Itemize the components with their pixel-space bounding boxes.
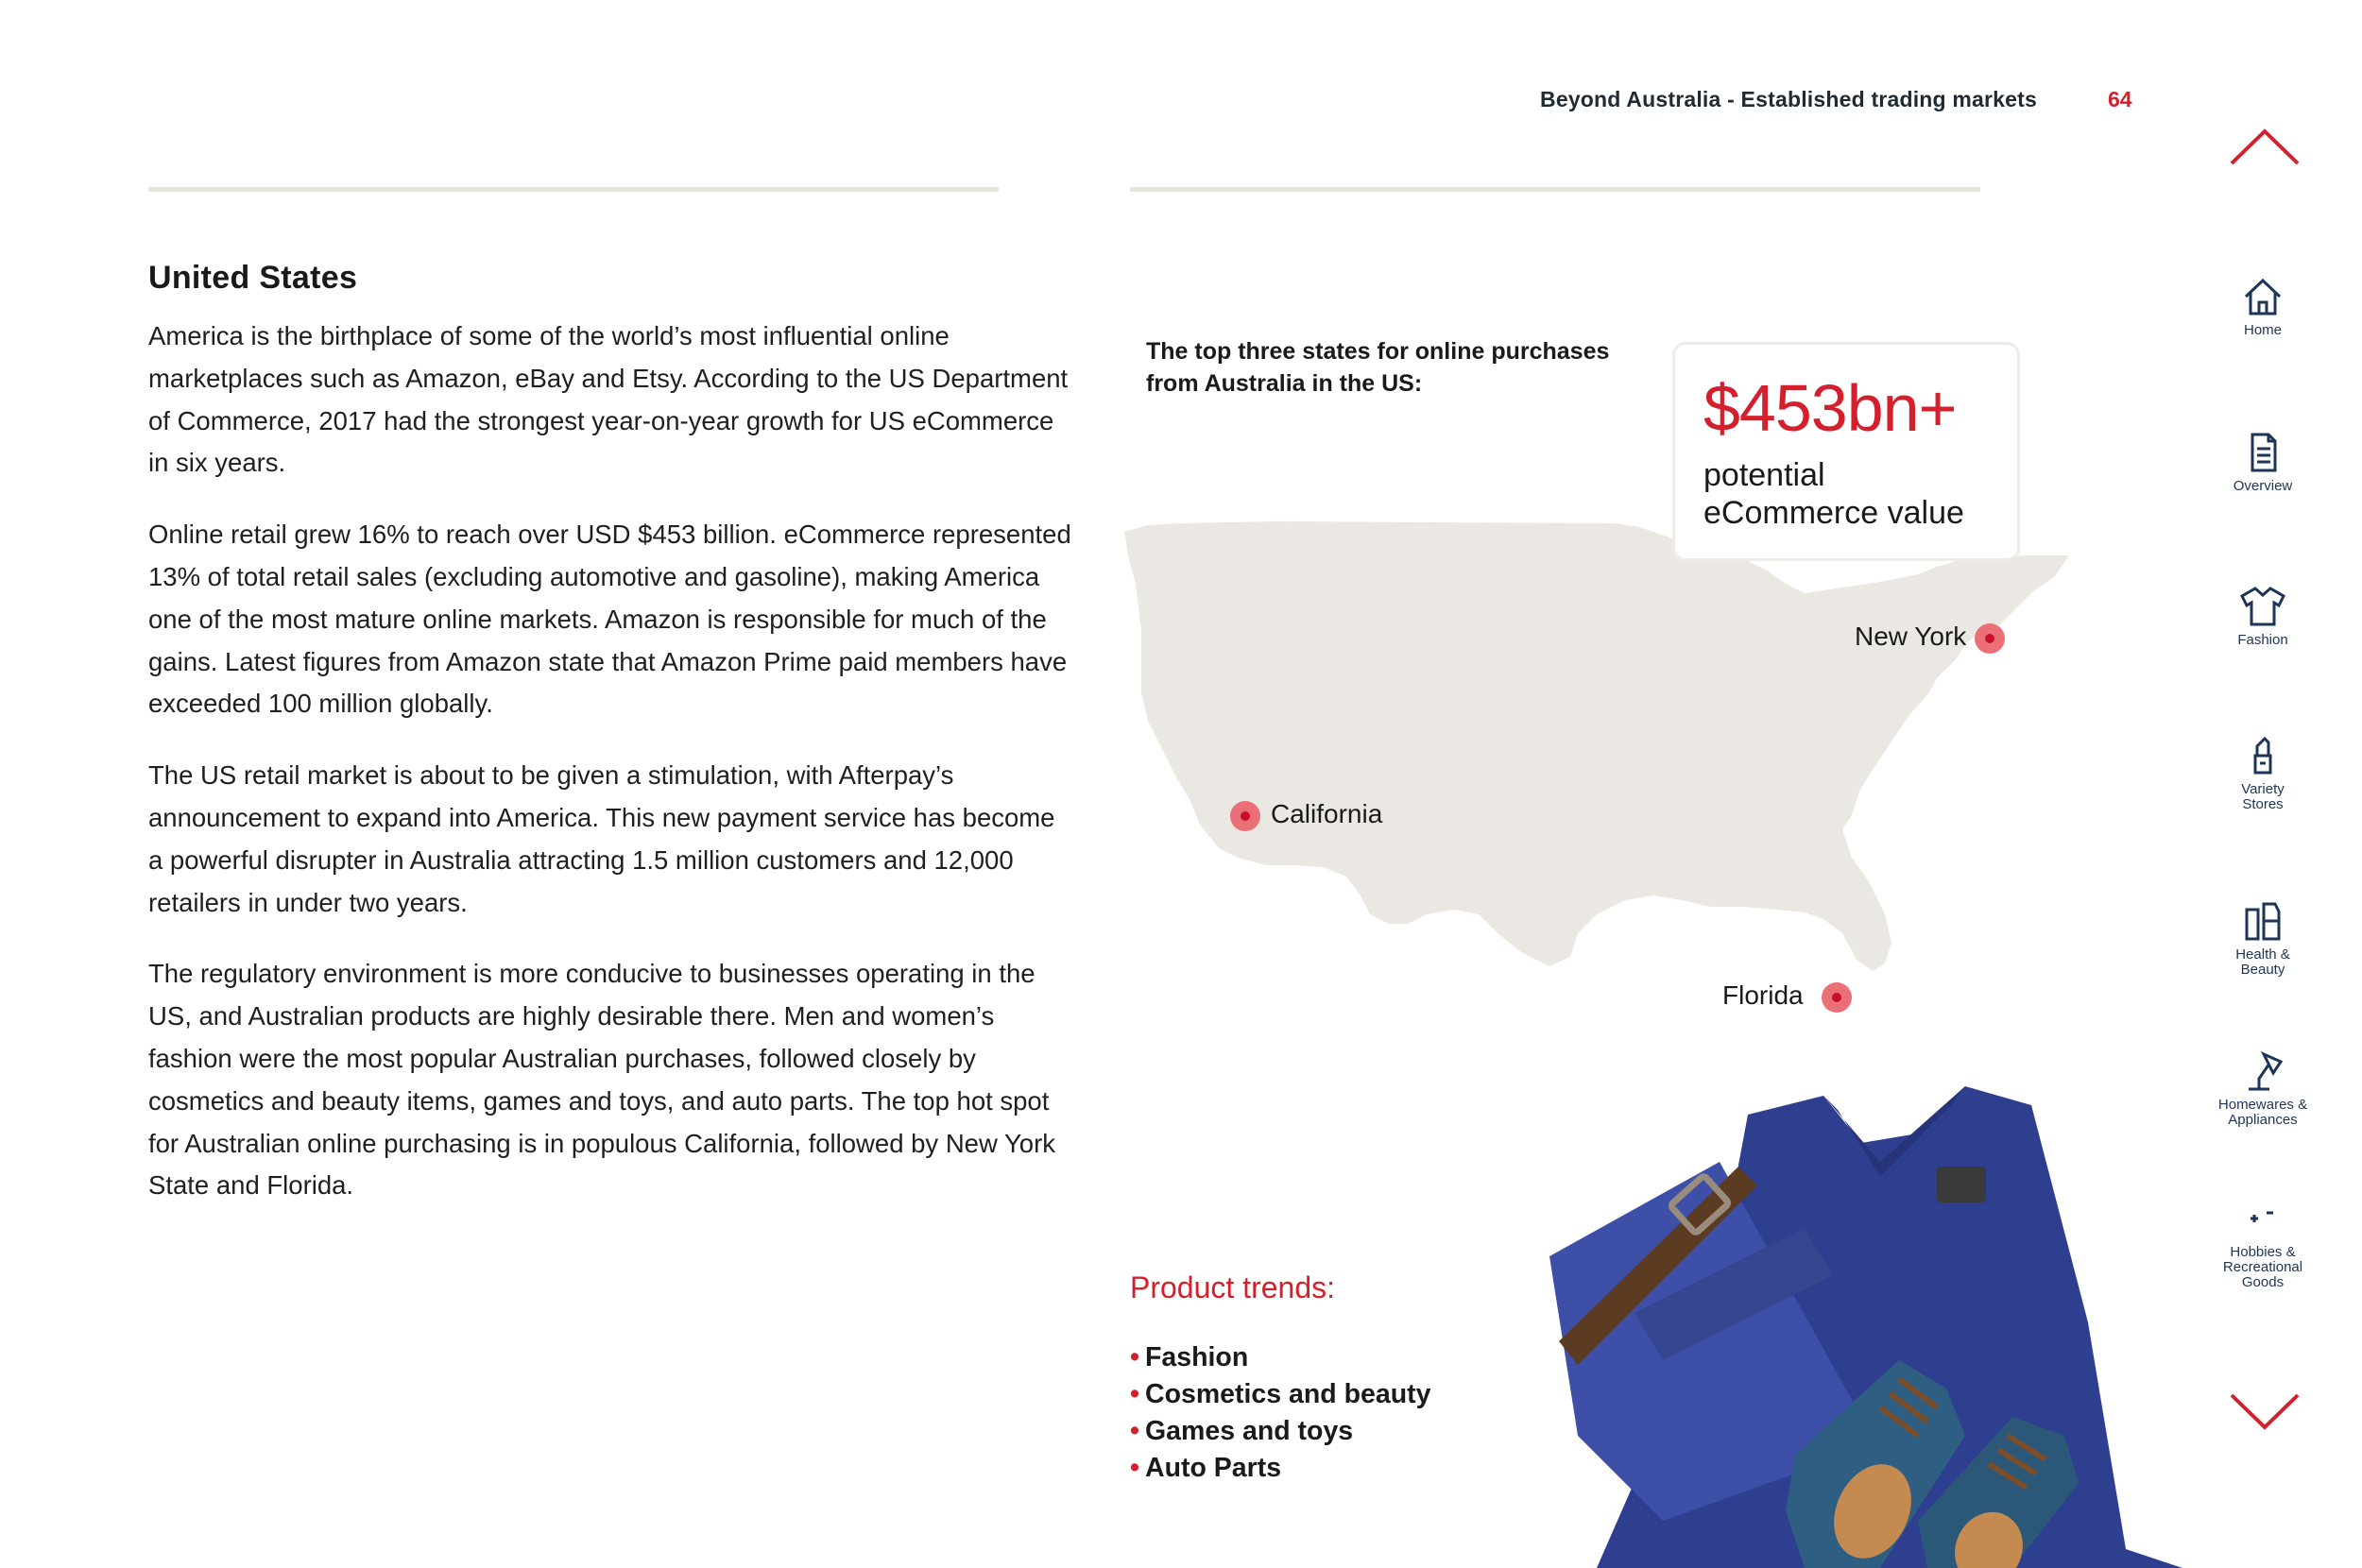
value-desc-line1: potential xyxy=(1703,457,1825,493)
article xyxy=(148,260,1074,1236)
list-item: • Cosmetics and beauty xyxy=(1130,1379,1431,1409)
article-title: United States xyxy=(148,260,358,296)
state-label-california: California xyxy=(1271,799,1383,828)
nav-label: Home xyxy=(2243,322,2282,338)
ecommerce-value-description xyxy=(1703,456,1989,532)
nav-label: Variety xyxy=(2241,781,2285,797)
article-paragraph: America is the birthplace of some of the world’s most influential online marketplaces such as Amazon, eBay and Etsy. According to the US Department of Commerce, 2017 had the strongest year-on-year growth for US eCommerce in six years. xyxy=(148,321,1069,478)
shirt-tag xyxy=(1937,1167,1986,1202)
tshirt-icon xyxy=(2238,586,2287,627)
us-map xyxy=(1124,518,2079,1037)
page-up-chevron-icon[interactable] xyxy=(2230,128,2300,165)
nav-label: Hobbies & xyxy=(2230,1244,2296,1260)
side-navigation xyxy=(2201,0,2324,1561)
state-label-new-york: New York xyxy=(1855,622,1967,651)
nav-label: Appliances xyxy=(2228,1112,2298,1128)
product-trends-list xyxy=(1130,1339,1431,1487)
map-pin-florida xyxy=(1822,982,1852,1013)
page-header xyxy=(0,87,2362,121)
article-paragraph: Online retail grew 16% to reach over USD $453 billion. eCommerce represented 13% of total retail sales (excluding automotive and gasoline), making America one of the most mature online markets. Amazon is responsible for much of the gains. Latest figures from Amazon state that Amazon Prime paid members have exceeded 100 million globally. xyxy=(148,520,1071,719)
ecommerce-value-card xyxy=(1672,342,2020,561)
nav-item-home[interactable] xyxy=(2201,276,2324,338)
nav-label: Health & xyxy=(2235,946,2290,963)
state-label-florida: Florida xyxy=(1722,980,1804,1010)
bottles-icon xyxy=(2241,900,2285,942)
clothing-photo xyxy=(1521,1077,2182,1568)
article-paragraph: The regulatory environment is more conducive to businesses operating in the US, and Australian products are highly desirable there. Men and women’s fashion were the most popular Australian purchases, followed closely by cosmetics and beauty items, games and toys, and auto parts. The top hot spot for Australian online purchasing is in populous California, followed by New York State and Florida. xyxy=(148,959,1056,1201)
page-number: 64 xyxy=(2108,87,2132,111)
nav-label: Beauty xyxy=(2240,962,2285,978)
trend-label: Fashion xyxy=(1144,1342,1249,1372)
lamp-icon xyxy=(2241,1050,2285,1092)
divider-right xyxy=(1130,187,1980,192)
nav-label: Goods xyxy=(2241,1274,2285,1290)
gamepad-icon xyxy=(2241,1198,2285,1239)
divider-left xyxy=(148,187,999,192)
product-trends-title: Product trends: xyxy=(1130,1270,1335,1304)
article-paragraph: The US retail market is about to be given a stimulation, with Afterpay’s announcement to expand into America. This new payment service has become a powerful disrupter in Australia attracting 1.5 million customers and 12,000 retailers in under two years. xyxy=(148,760,1055,917)
us-map-shape xyxy=(1124,518,2079,1037)
nav-label: Homewares & xyxy=(2217,1097,2308,1113)
map-caption: The top three states for online purchases from Australia in the US: xyxy=(1146,338,1610,397)
nav-label: Stores xyxy=(2242,796,2284,812)
document-icon xyxy=(2241,432,2285,473)
nav-item-hobbies-recreational[interactable] xyxy=(2201,1198,2324,1290)
nav-item-fashion[interactable] xyxy=(2201,586,2324,648)
nav-item-overview[interactable] xyxy=(2201,432,2324,494)
list-item: • Games and toys xyxy=(1130,1416,1354,1446)
list-item: • Fashion xyxy=(1130,1342,1249,1372)
trend-label: Cosmetics and beauty xyxy=(1144,1379,1431,1409)
nav-label: Fashion xyxy=(2237,632,2288,648)
map-pin-new-york xyxy=(1975,623,2005,654)
home-icon xyxy=(2241,276,2285,317)
nav-item-variety-stores[interactable] xyxy=(2201,735,2324,812)
nav-label: Overview xyxy=(2233,478,2293,494)
value-desc-line2: eCommerce value xyxy=(1703,495,1964,531)
lipstick-icon xyxy=(2241,735,2285,776)
nav-label: Recreational xyxy=(2222,1259,2303,1275)
page-down-chevron-icon[interactable] xyxy=(2230,1393,2300,1431)
map-pin-california xyxy=(1230,801,1260,831)
nav-item-homewares-appliances[interactable] xyxy=(2201,1050,2324,1128)
nav-item-health-beauty[interactable] xyxy=(2201,900,2324,978)
trend-label: Auto Parts xyxy=(1144,1453,1282,1483)
trend-label: Games and toys xyxy=(1144,1416,1354,1446)
ecommerce-value: $453bn+ xyxy=(1703,371,1957,445)
us-map-outline xyxy=(1124,521,2069,971)
list-item: • Auto Parts xyxy=(1130,1453,1282,1483)
section-title-header: Beyond Australia - Established trading markets xyxy=(1540,87,2037,111)
